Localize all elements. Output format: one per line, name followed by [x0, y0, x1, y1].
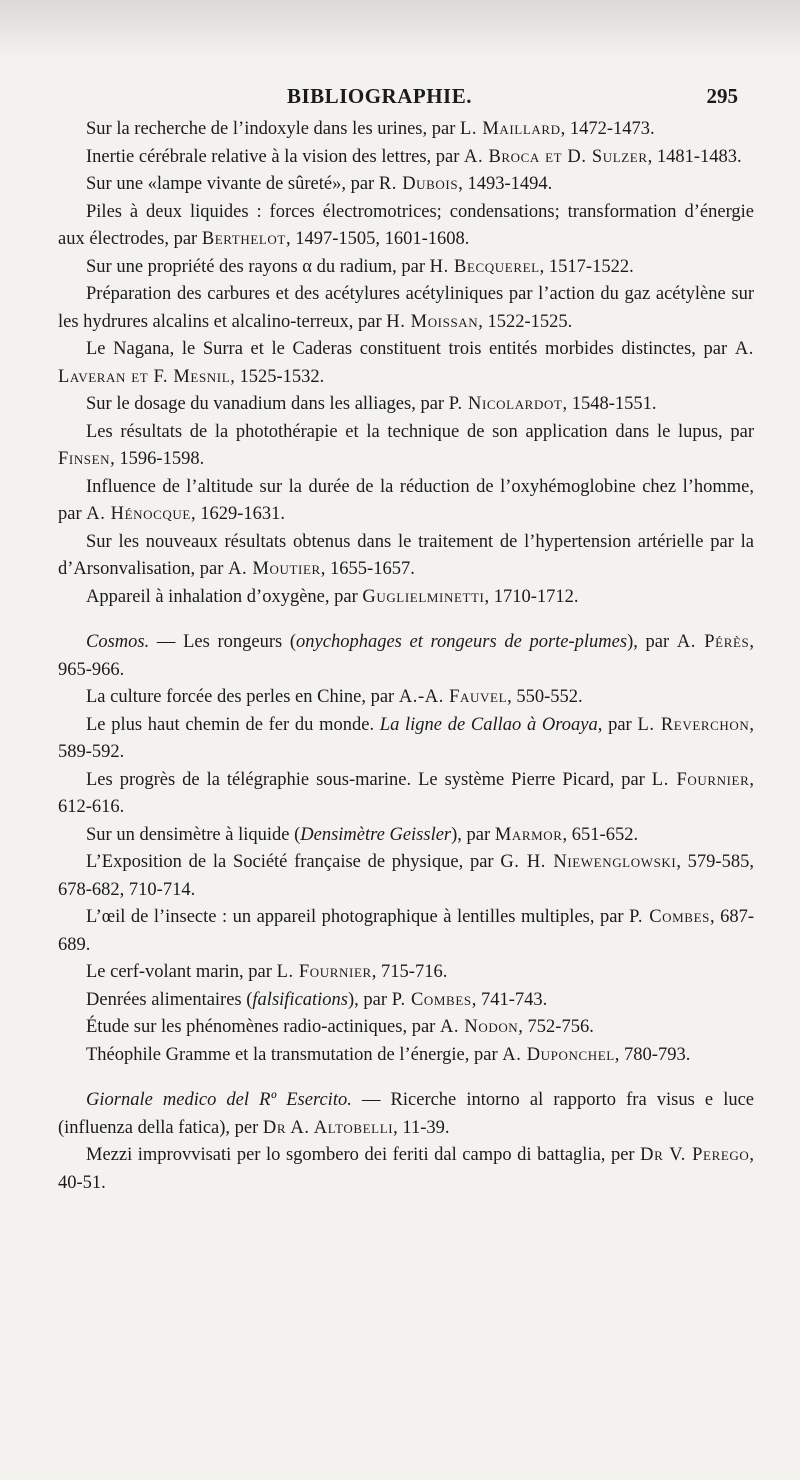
bib-entry: Le cerf-volant marin, par L. Fournier, 715-716.	[86, 962, 448, 982]
bib-entry: Le Nagana, le Surra et le Caderas constituent trois entités morbides distinctes, par A. Laveran et F. Mesnil, 1525-1532.	[58, 339, 754, 387]
journal-section-cosmos: Cosmos. — Les rongeurs (onychophages et rongeurs de porte-plumes), par A. Pérès, 965-966.	[58, 632, 754, 680]
bibliography-body	[58, 116, 754, 1197]
bib-entry: Étude sur les phénomènes radio-actiniques, par A. Nodon, 752-756.	[86, 1017, 594, 1037]
bib-entry: Les résultats de la photothérapie et la technique de son application dans le lupus, par Finsen, 1596-1598.	[58, 421, 754, 469]
bib-entry: Denrées alimentaires (falsifications), par P. Combes, 741-743.	[86, 989, 548, 1010]
bib-entry: Préparation des carbures et des acétylures acétyliniques par l’action du gaz acétylène sur les hydrures alcalins et alcalino-terreux, par H. Moissan, 1522-1525.	[58, 284, 754, 332]
scan-edge	[0, 0, 800, 60]
journal-title: Giornale medico del Rº Esercito.	[86, 1090, 352, 1110]
bib-entry: Sur les nouveaux résultats obtenus dans le traitement de l’hypertension artérielle par la d’Arsonvalisation, par A. Moutier, 1655-1657.	[58, 531, 754, 579]
bib-entry: Inertie cérébrale relative à la vision des lettres, par A. Broca et D. Sulzer, 1481-1483.	[86, 146, 742, 167]
bib-entry: Appareil à inhalation d’oxygène, par Guglielminetti, 1710-1712.	[86, 586, 579, 607]
bib-entry: La culture forcée des perles en Chine, par A.-A. Fauvel, 550-552.	[86, 687, 583, 707]
bib-entry: Sur une propriété des rayons α du radium, par H. Becquerel, 1517-1522.	[86, 256, 634, 277]
journal-section-giornale: Giornale medico del Rº Esercito. — Ricerche intorno al rapporto fra visus e luce (influenza della fatica), per Dr A. Altobelli, 11-39.	[58, 1090, 755, 1138]
bib-entry: Théophile Gramme et la transmutation de l’énergie, par A. Duponchel, 780-793.	[86, 1044, 691, 1065]
bib-entry: Sur un densimètre à liquide (Densimètre Geissler), par Marmor, 651-652.	[86, 824, 639, 845]
page-number: 295	[706, 84, 738, 108]
bib-entry: Le plus haut chemin de fer du monde. La ligne de Callao à Oroaya, par L. Reverchon, 589-592.	[58, 714, 755, 762]
bib-entry: L’Exposition de la Société française de physique, par G. H. Niewenglowski, 579-585, 678-682, 710-714.	[58, 852, 754, 900]
bib-entry: Sur la recherche de l’indoxyle dans les urines, par L. Maillard, 1472-1473.	[86, 119, 655, 139]
bib-entry: Sur une «lampe vivante de sûreté», par R. Dubois, 1493-1494.	[86, 174, 553, 194]
bib-entry: Les progrès de la télégraphie sous-marine. Le système Pierre Picard, par L. Fournier, 612-616.	[58, 769, 754, 817]
bib-entry: Piles à deux liquides : forces électromotrices; condensations; transformation d’énergie aux électrodes, par Berthelot, 1497-1505, 1601-1608.	[58, 201, 754, 249]
bib-entry: Mezzi improvvisati per lo sgombero dei feriti dal campo di battaglia, per Dr V. Perego, 40-51.	[58, 1145, 755, 1193]
page-header	[287, 84, 738, 114]
bib-entry: L’œil de l’insecte : un appareil photographique à lentilles multiples, par P. Combes, 687-689.	[58, 907, 754, 955]
journal-title: Cosmos.	[86, 632, 150, 652]
bib-entry: Influence de l’altitude sur la durée de la réduction de l’oxyhémoglobine chez l’homme, par A. Hénocque, 1629-1631.	[58, 476, 754, 524]
bib-entry: Sur le dosage du vanadium dans les alliages, par P. Nicolardot, 1548-1551.	[86, 394, 657, 414]
running-title: BIBLIOGRAPHIE.	[287, 84, 472, 108]
